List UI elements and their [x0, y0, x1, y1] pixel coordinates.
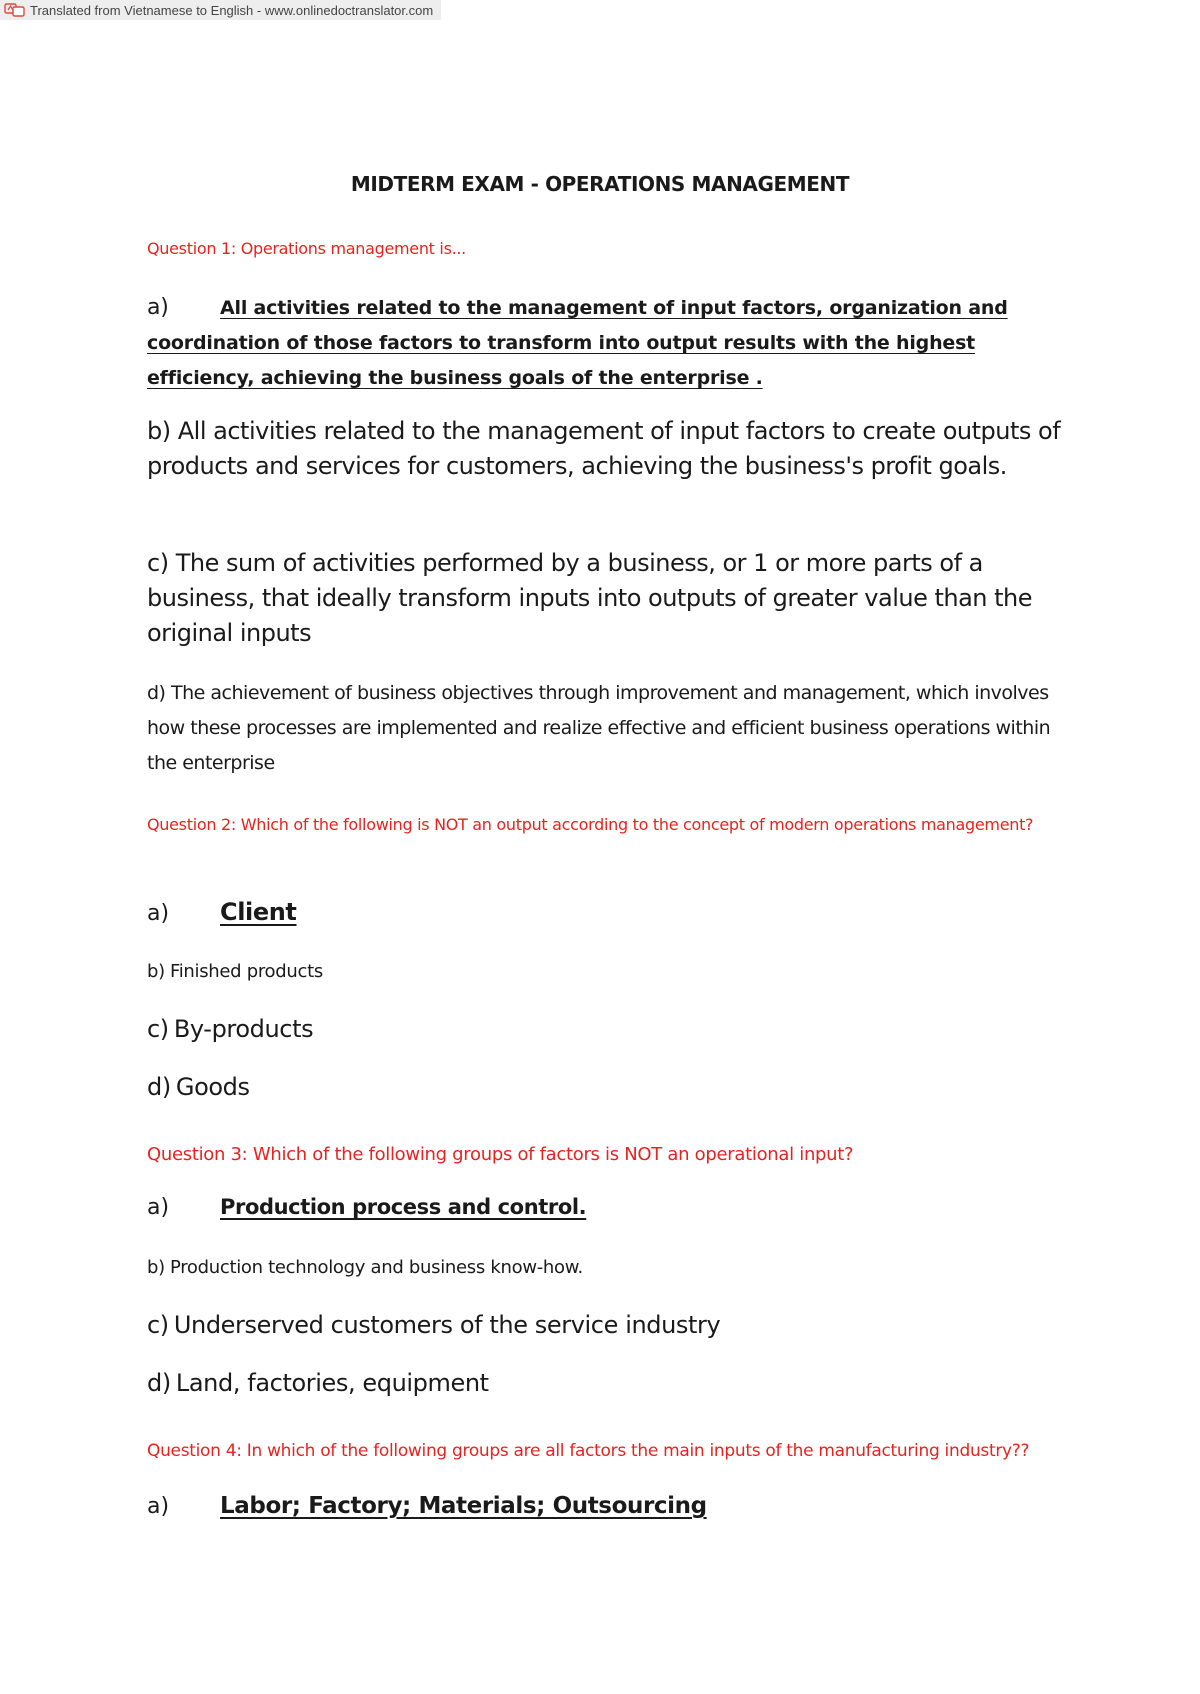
question-prompt: Question 2: Which of the following is NOT an output according to the concept of modern operations management?: [147, 815, 1034, 834]
question-prompt: Question 3: Which of the following groups of factors is NOT an operational input?: [147, 1144, 854, 1165]
answer-option: [147, 961, 323, 982]
option-letter: a): [147, 295, 169, 320]
answer-option: [147, 414, 1067, 484]
answer-option: [147, 676, 1067, 781]
translate-icon: [4, 3, 26, 17]
option-text: Land, factories, equipment: [175, 1369, 489, 1397]
option-letter: a): [147, 1494, 170, 1519]
option-text: All activities related to the management of input factors, organization and coordination of those factors to transform into output results with the highest efficiency, achieving the business goals of the enterprise .: [147, 297, 1008, 389]
answer-option: [147, 1073, 250, 1101]
answer-option-correct: [147, 290, 1067, 396]
page-title: MIDTERM EXAM - OPERATIONS MANAGEMENT: [350, 172, 850, 196]
option-letter: a): [147, 901, 170, 926]
answer-option: [147, 546, 1067, 651]
option-letter: d): [147, 1369, 171, 1397]
option-text: Production technology and business know-how.: [169, 1257, 583, 1278]
answer-option: [147, 1015, 313, 1043]
translation-banner[interactable]: [0, 0, 441, 20]
option-text: Finished products: [169, 961, 323, 982]
option-letter: c): [147, 1015, 169, 1043]
option-text: Labor; Factory; Materials; Outsourcing: [220, 1493, 707, 1519]
question-prompt: Question 4: In which of the following groups are all factors the main inputs of the manufacturing industry??: [147, 1441, 1030, 1461]
answer-option-correct: [147, 1493, 707, 1519]
answer-option: [147, 1369, 489, 1397]
option-text: All activities related to the management of input factors to create outputs of products and services for customers, achieving the business's profit goals.: [147, 417, 1061, 480]
option-letter: a): [147, 1195, 170, 1220]
option-text: The sum of activities performed by a business, or 1 or more parts of a business, that ideally transform inputs into outputs of greater value than the original inputs: [147, 549, 1033, 647]
option-text: Goods: [175, 1073, 250, 1101]
answer-option: [147, 1311, 720, 1339]
answer-option-correct: [147, 898, 297, 926]
option-letter: c): [147, 1311, 169, 1339]
banner-text: Translated from Vietnamese to English - www.onlinedoctranslator.com: [30, 2, 434, 18]
option-text: By-products: [173, 1015, 314, 1043]
option-text: Production process and control.: [220, 1195, 587, 1219]
option-letter: b): [147, 1257, 165, 1278]
option-text: Client: [220, 898, 297, 926]
option-letter: d): [147, 1073, 171, 1101]
option-letter: d): [147, 682, 166, 704]
option-text: Underserved customers of the service industry: [173, 1311, 721, 1339]
question-prompt: Question 1: Operations management is...: [147, 239, 466, 258]
option-text: The achievement of business objectives through improvement and management, which involves how these processes are implemented and realize effective and efficient business operations within the enterprise: [147, 682, 1051, 774]
answer-option-correct: [147, 1195, 586, 1220]
option-letter: b): [147, 961, 165, 982]
option-letter: c): [147, 549, 169, 577]
answer-option: [147, 1257, 583, 1278]
option-letter: b): [147, 417, 171, 445]
